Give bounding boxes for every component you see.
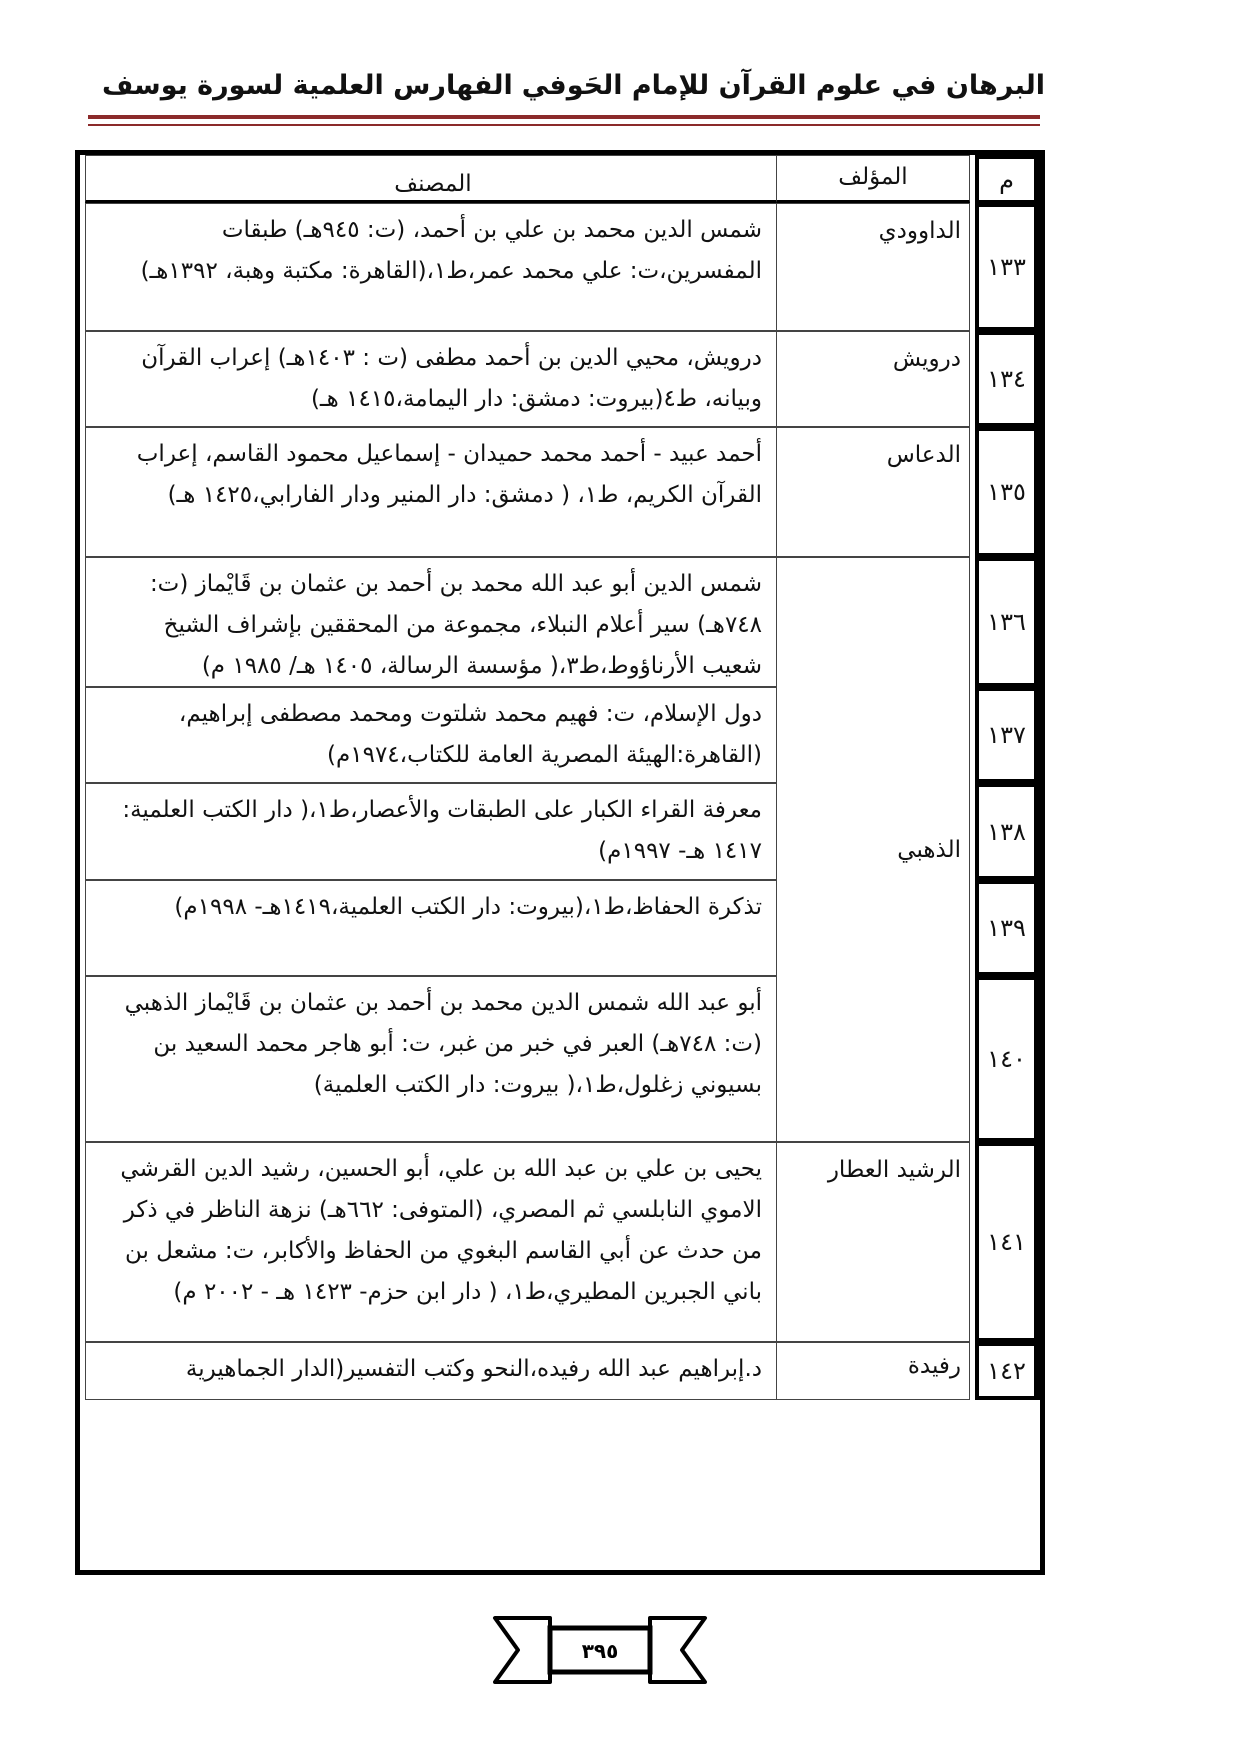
row-number: ١٣٣ [975, 203, 1040, 331]
row-author: الرشيد العطار [776, 1142, 970, 1342]
row-number: ١٤١ [975, 1142, 1040, 1342]
row-number: ١٣٩ [975, 880, 1040, 976]
references-table [75, 150, 1045, 1575]
row-work: شمس الدين أبو عبد الله محمد بن أحمد بن عثمان بن قَايْماز (ت: ٧٤٨هـ) سير أعلام النبلاء، مجموعة من المحققين بإشراف الشيخ شعيب الأرناؤوط،ط٣،( مؤسسة الرسالة، ١٤٠٥ هـ/ ١٩٨٥ م) [85, 557, 777, 687]
row-work: تذكرة الحفاظ،ط١،(بيروت: دار الكتب العلمية،١٤١٩هـ- ١٩٩٨م) [85, 880, 777, 976]
row-author: رفيدة [776, 1342, 970, 1400]
row-number: ١٣٥ [975, 427, 1040, 557]
row-work: شمس الدين محمد بن علي بن أحمد، (ت: ٩٤٥هـ) طبقات المفسرين،ت: علي محمد عمر،ط١،(القاهرة: مكتبة وهبة، ١٣٩٢هـ) [85, 203, 777, 331]
book-title: البرهان في علوم القرآن للإمام الحَوفي [521, 70, 1045, 101]
row-work: أبو عبد الله شمس الدين محمد بن أحمد بن عثمان بن قَايْماز الذهبي (ت: ٧٤٨هـ) العبر في خبر من غبر، ت: أبو هاجر محمد السعيد بن بسيوني زغلول،ط١،( بيروت: دار الكتب العلمية) [85, 976, 777, 1142]
header-rule-thin [88, 124, 1040, 126]
col-header-author: المؤلف [776, 155, 970, 203]
row-number: ١٣٤ [975, 331, 1040, 427]
page-number: ٣٩٥ [581, 1639, 619, 1663]
row-author: الدعاس [776, 427, 970, 557]
ribbon-left-tail [495, 1618, 550, 1682]
merged-author-dhahabi: الذهبي [776, 557, 970, 1142]
row-work: درويش، محيي الدين بن أحمد مطفى (ت : ١٤٠٣هـ) إعراب القرآن وبيانه، ط٤(بيروت: دمشق: دار اليمامة،١٤١٥ هـ) [85, 331, 777, 427]
page-number-ribbon [490, 1610, 710, 1690]
row-number: ١٤٠ [975, 976, 1040, 1142]
row-number: ١٣٨ [975, 783, 1040, 880]
row-number: ١٣٧ [975, 687, 1040, 783]
row-number: ١٣٦ [975, 557, 1040, 687]
header-rule [88, 115, 1040, 119]
row-author: الداوودي [776, 203, 970, 331]
section-title: الفهارس العلمية لسورة يوسف [102, 70, 513, 101]
row-author: درويش [776, 331, 970, 427]
col-header-number: م [975, 155, 1040, 203]
row-work: يحيى بن علي بن عبد الله بن علي، أبو الحسين، رشيد الدين القرشي الاموي النابلسي ثم المصري، (المتوفى: ٦٦٢هـ) نزهة الناظر في ذكر من حدث عن أبي القاسم البغوي من الحفاظ والأكابر، ت: مشعل بن باني الجبرين المطيري،ط١، ( دار ابن حزم- ١٤٢٣ هـ - ٢٠٠٢ م) [85, 1142, 777, 1342]
row-work: أحمد عبيد - أحمد محمد حميدان - إسماعيل محمود القاسم، إعراب القرآن الكريم، ط١، ( دمشق: دار المنير ودار الفارابي،١٤٢٥ هـ) [85, 427, 777, 557]
col-header-work: المصنف [85, 155, 777, 203]
row-work: معرفة القراء الكبار على الطبقات والأعصار،ط١،( دار الكتب العلمية: ١٤١٧ هـ- ١٩٩٧م) [85, 783, 777, 880]
ribbon-right-tail [650, 1618, 705, 1682]
row-number: ١٤٢ [975, 1342, 1040, 1400]
row-work: د.إبراهيم عبد الله رفيده،النحو وكتب التفسير(الدار الجماهيرية [85, 1342, 777, 1400]
row-work: دول الإسلام، ت: فهيم محمد شلتوت ومحمد مصطفى إبراهيم،(القاهرة:الهيئة المصرية العامة للكتاب،١٩٧٤م) [85, 687, 777, 783]
